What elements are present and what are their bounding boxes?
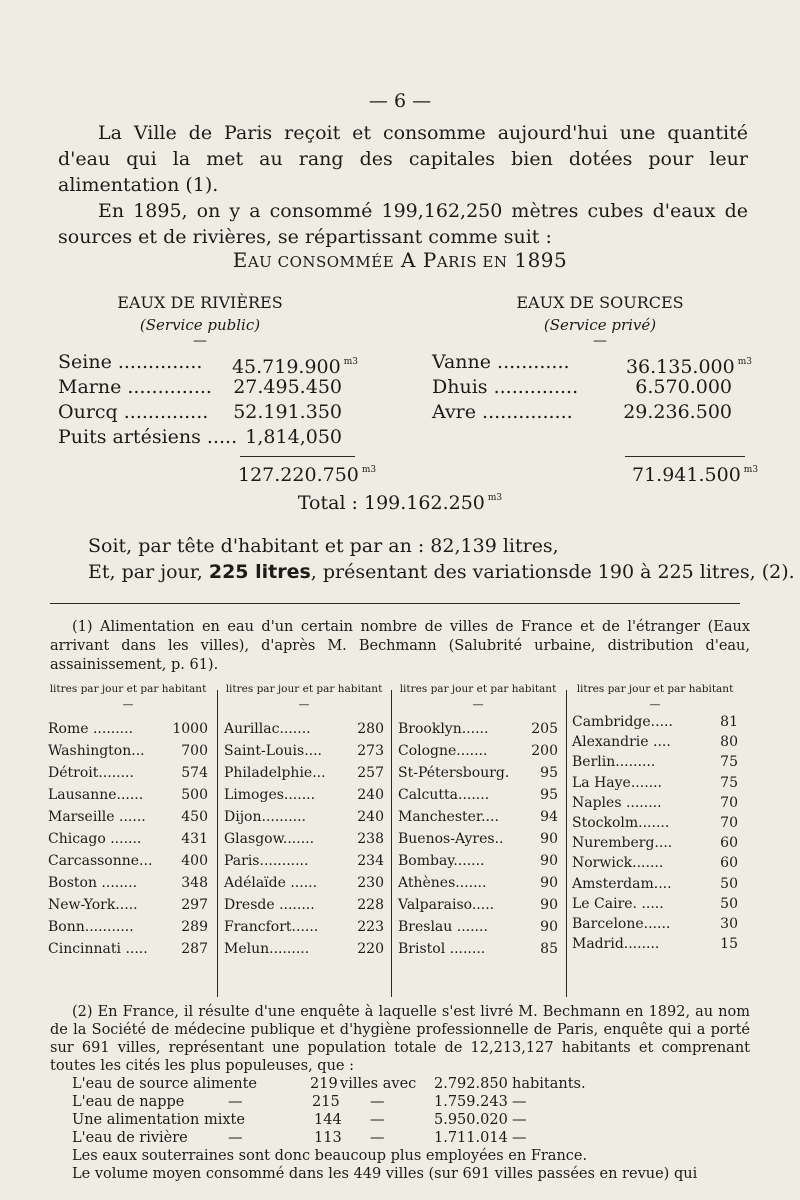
city-name: Washington...	[48, 743, 145, 759]
city-name: Dijon..........	[224, 809, 306, 825]
stat-suffix: habitants.	[512, 1076, 586, 1092]
city-row	[572, 853, 738, 873]
city-name: Saint-Louis....	[224, 743, 322, 759]
cities-rows	[48, 718, 208, 960]
city-row	[398, 938, 558, 960]
city-row	[224, 828, 384, 850]
city-value: 200	[531, 743, 558, 759]
page-number: — 6 —	[368, 90, 432, 112]
city-row	[398, 806, 558, 828]
city-row	[224, 850, 384, 872]
city-row	[48, 784, 208, 806]
city-row	[224, 784, 384, 806]
cities-column-dash: —	[122, 698, 134, 711]
per-capita-summary	[88, 533, 795, 585]
cities-rows	[224, 718, 384, 960]
city-row	[224, 718, 384, 740]
stat-dash: —	[228, 1094, 243, 1110]
stat-villes: 113	[314, 1130, 342, 1146]
city-name: Cambridge.....	[572, 714, 673, 730]
stat-mid: villes avec	[340, 1076, 417, 1092]
city-row	[572, 793, 738, 813]
stat-dash: —	[370, 1094, 385, 1110]
unit-label: m3	[743, 465, 759, 475]
summary-bold: 225 litres	[208, 561, 311, 583]
city-name: New-York.....	[48, 897, 138, 913]
city-row	[398, 784, 558, 806]
footnote-separator	[50, 603, 740, 604]
stat-row	[50, 1111, 750, 1129]
city-name: Madrid........	[572, 936, 660, 953]
summary-line-1: Soit, par tête d'habitant et par an : 82,139 litres,	[88, 535, 559, 557]
river-name: Ourcq ..............	[58, 401, 209, 423]
stat-label: L'eau de rivière	[72, 1130, 188, 1146]
city-value: 238	[357, 831, 384, 847]
stat-label: Une alimentation mixte	[72, 1112, 245, 1128]
city-name: Détroit........	[48, 765, 134, 781]
value-text: 45.719.900	[231, 356, 341, 378]
footnote-2-text: (2) En France, il résulte d'une enquête à laquelle s'est livré M. Bechmann en 1892, au nom de la Société de médecine publique et d'hygiène professionnelle de Paris, enquête qui a porté sur 691 villes, représentant une population totale de 12,213,127 habitants et comprenant toutes les cités les plus populeuses, que :	[50, 1004, 750, 1074]
city-name: Berlin.........	[572, 754, 656, 771]
city-row	[572, 773, 738, 793]
city-value: 70	[720, 794, 738, 811]
city-row	[572, 874, 738, 894]
city-value: 223	[357, 919, 384, 935]
city-name: Calcutta.......	[398, 787, 490, 803]
total-value: Total : 199.162.250	[297, 492, 485, 514]
city-name: Bombay.......	[398, 853, 485, 869]
city-row	[224, 740, 384, 762]
city-value: 90	[540, 897, 558, 913]
stat-row	[50, 1129, 750, 1147]
river-value: 52.191.350	[233, 401, 342, 423]
cities-column-dash: —	[298, 698, 310, 711]
city-row	[572, 914, 738, 934]
spring-name: Dhuis ..............	[432, 376, 579, 398]
city-value: 240	[357, 809, 384, 825]
city-value: 297	[181, 897, 208, 913]
footnote-2	[50, 1003, 750, 1183]
city-value: 500	[181, 787, 208, 803]
summary-part: , présentant des variationsde 190 à 225 litres, (2).	[310, 561, 795, 583]
rivers-heading-sub: (Service public)	[139, 316, 261, 334]
city-value: 273	[357, 743, 384, 759]
city-name: Brooklyn......	[398, 721, 489, 737]
city-value: 60	[720, 835, 738, 852]
city-row	[224, 806, 384, 828]
city-row	[398, 894, 558, 916]
city-value: 348	[181, 875, 208, 891]
stat-row	[50, 1093, 750, 1111]
unit-label: m3	[487, 493, 503, 503]
city-row	[48, 762, 208, 784]
city-row	[224, 872, 384, 894]
footnote-1-text: (1) Alimentation en eau d'un certain nombre de villes de France et de l'étranger (Eaux arrivant dans les villes), d'après M. Bechmann (Salubrité urbaine, distribution d'eau, assainissement, p. 61).	[50, 619, 750, 673]
city-name: Paris...........	[224, 853, 309, 869]
city-value: 228	[357, 897, 384, 913]
cities-column-1	[48, 682, 208, 957]
stat-hab: 2.792.850	[434, 1076, 508, 1092]
city-value: 81	[720, 714, 738, 730]
city-row	[48, 806, 208, 828]
stat-villes: 215	[312, 1094, 340, 1110]
column-divider	[391, 690, 392, 997]
intro-text	[58, 120, 748, 250]
stat-suffix: —	[512, 1112, 527, 1128]
springs-heading-sub: (Service privé)	[543, 316, 657, 334]
subtotal-value: 71.941.500	[632, 464, 741, 486]
river-name: Puits artésiens .....	[58, 426, 238, 448]
cities-column-2	[224, 682, 384, 957]
spring-name: Avre ...............	[432, 401, 573, 423]
city-name: Bristol ........	[398, 941, 486, 957]
stat-hab: 5.950.020	[434, 1112, 508, 1128]
city-name: Melun.........	[224, 941, 310, 957]
springs-row	[432, 400, 752, 425]
springs-heading-dash: —	[593, 333, 607, 349]
city-row	[48, 718, 208, 740]
title-year: 1895	[507, 248, 568, 272]
stat-hab: 1.759.243	[434, 1094, 508, 1110]
city-value: 95	[540, 765, 558, 781]
city-value: 280	[357, 721, 384, 737]
city-name: La Haye.......	[572, 774, 662, 791]
city-name: Buenos-Ayres..	[398, 831, 504, 847]
city-value: 1000	[172, 721, 208, 737]
city-row	[572, 934, 738, 954]
rivers-row	[58, 400, 358, 425]
city-value: 80	[720, 734, 738, 751]
city-row	[398, 872, 558, 894]
cities-column-heading: litres par jour et par habitant	[49, 683, 207, 695]
city-row	[48, 916, 208, 938]
city-value: 287	[181, 941, 208, 957]
city-row	[572, 732, 738, 752]
city-value: 90	[540, 875, 558, 891]
city-name: Limoges.......	[224, 787, 316, 803]
city-name: St-Pétersbourg.	[398, 765, 510, 781]
spring-name: Vanne ............	[432, 351, 570, 373]
subtotal-value: 127.220.750	[238, 464, 359, 486]
city-value: 230	[357, 875, 384, 891]
city-row	[48, 850, 208, 872]
unit-label: m3	[361, 465, 377, 475]
intro-paragraph-1: La Ville de Paris reçoit et consomme aujourd'hui une quantité d'eau qui la met au rang des capitales bien dotées pour leur alimentation (1).	[58, 122, 748, 196]
springs-heading-title: EAUX DE SOURCES	[516, 293, 684, 312]
city-name: Lausanne......	[48, 787, 144, 803]
rivers-sum-rule	[240, 456, 355, 457]
city-value: 60	[720, 855, 738, 872]
city-value: 205	[531, 721, 558, 737]
city-row	[572, 752, 738, 772]
city-row	[48, 938, 208, 960]
city-name: Boston ........	[48, 875, 138, 891]
city-value: 431	[181, 831, 208, 847]
grand-total	[0, 492, 800, 514]
city-row	[572, 712, 738, 732]
river-name: Seine ..............	[58, 351, 203, 373]
city-value: 50	[720, 875, 738, 892]
spring-value: 29.236.500	[623, 401, 732, 423]
city-name: Barcelone......	[572, 915, 671, 932]
city-row	[48, 828, 208, 850]
city-row	[48, 740, 208, 762]
city-name: Nuremberg....	[572, 835, 673, 852]
city-name: Breslau .......	[398, 919, 488, 935]
city-name: Aurillac.......	[224, 721, 311, 737]
rivers-subtotal	[238, 458, 376, 488]
city-value: 240	[357, 787, 384, 803]
springs-list	[432, 350, 752, 425]
springs-sum-rule	[625, 456, 745, 457]
rivers-row	[58, 375, 358, 400]
rivers-row	[58, 350, 358, 378]
rivers-heading-title: EAUX DE RIVIÈRES	[117, 293, 283, 312]
stat-villes: 144	[314, 1112, 342, 1128]
city-name: Cologne.......	[398, 743, 488, 759]
city-name: Rome .........	[48, 721, 134, 737]
city-value: 574	[181, 765, 208, 781]
springs-row	[432, 375, 752, 400]
city-value: 90	[540, 831, 558, 847]
city-row	[48, 872, 208, 894]
springs-subtotal	[632, 458, 758, 488]
city-value: 95	[540, 787, 558, 803]
spring-value: 6.570.000	[635, 376, 732, 398]
cities-column-dash: —	[472, 698, 484, 711]
table-title	[0, 248, 800, 272]
footnote-2-closing-2: Le volume moyen consommé dans les 449 villes (sur 691 villes passées en revue) qui	[72, 1166, 698, 1182]
cities-column-3	[398, 682, 558, 957]
stat-hab: 1.711.014	[434, 1130, 508, 1146]
stat-row	[50, 1075, 750, 1093]
city-name: Carcassonne...	[48, 853, 153, 869]
river-name: Marne ..............	[58, 376, 212, 398]
river-value: 1,814,050	[245, 426, 342, 448]
city-value: 75	[720, 774, 738, 791]
value-text: 36.135.000	[625, 356, 735, 378]
intro-paragraph-2: En 1895, on y a consommé 199,162,250 mètres cubes d'eaux de sources et de rivières, se répartissant comme suit :	[58, 200, 748, 248]
city-value: 75	[720, 754, 738, 771]
city-value: 30	[720, 915, 738, 932]
title-part: ARIS EN	[436, 253, 508, 271]
title-part: P	[422, 248, 437, 272]
column-divider	[217, 690, 218, 997]
city-row	[224, 762, 384, 784]
city-value: 700	[181, 743, 208, 759]
city-value: 15	[720, 936, 738, 953]
city-value: 50	[720, 895, 738, 912]
city-row	[398, 828, 558, 850]
city-name: Norwick.......	[572, 855, 664, 872]
city-row	[398, 850, 558, 872]
river-value: 27.495.450	[233, 376, 342, 398]
footnote-2-closing-1: Les eaux souterraines sont donc beaucoup plus employées en France.	[72, 1148, 588, 1164]
title-part: A	[394, 248, 423, 272]
summary-part: Et, par jour,	[88, 561, 209, 583]
city-row	[224, 916, 384, 938]
city-name: Adélaïde ......	[224, 875, 318, 891]
stat-dash: —	[370, 1112, 385, 1128]
city-name: Amsterdam....	[572, 875, 672, 892]
city-name: Stockolm.......	[572, 814, 670, 831]
springs-row	[432, 350, 752, 378]
city-value: 90	[540, 919, 558, 935]
city-row	[572, 833, 738, 853]
stat-dash: —	[370, 1130, 385, 1146]
city-name: Bonn...........	[48, 919, 134, 935]
cities-column-heading: litres par jour et par habitant	[399, 683, 557, 695]
city-row	[398, 916, 558, 938]
stat-suffix: —	[512, 1094, 527, 1110]
city-row	[572, 813, 738, 833]
city-value: 289	[181, 919, 208, 935]
summary-line-2	[88, 559, 795, 585]
rivers-heading	[80, 292, 320, 349]
city-row	[398, 762, 558, 784]
city-name: Philadelphie...	[224, 765, 326, 781]
city-value: 94	[540, 809, 558, 825]
stat-label: L'eau de nappe	[72, 1094, 185, 1110]
city-value: 70	[720, 814, 738, 831]
footnote-1	[50, 618, 750, 675]
city-row	[224, 938, 384, 960]
cities-rows	[572, 712, 738, 954]
rivers-row	[58, 425, 358, 450]
stat-dash: —	[228, 1130, 243, 1146]
city-value: 257	[357, 765, 384, 781]
cities-column-dash: —	[649, 698, 661, 711]
cities-column-4	[572, 682, 738, 953]
city-name: Chicago .......	[48, 831, 142, 847]
city-row	[48, 894, 208, 916]
city-value: 85	[540, 941, 558, 957]
stat-suffix: —	[512, 1130, 527, 1146]
city-name: Athènes.......	[398, 875, 487, 891]
city-row	[398, 740, 558, 762]
unit-label: m3	[343, 357, 358, 367]
city-name: Le Caire. .....	[572, 895, 664, 912]
stat-label: L'eau de source alimente	[72, 1076, 258, 1092]
column-divider	[566, 690, 567, 997]
city-name: Dresde ........	[224, 897, 315, 913]
title-part: AU CONSOMMÉE	[247, 253, 395, 271]
rivers-heading-dash: —	[193, 333, 207, 349]
cities-rows	[398, 718, 558, 960]
stat-villes: 219	[310, 1076, 338, 1092]
city-name: Glasgow.......	[224, 831, 315, 847]
city-value: 400	[181, 853, 208, 869]
city-name: Naples ........	[572, 794, 662, 811]
city-name: Cincinnati .....	[48, 941, 148, 957]
city-name: Valparaiso.....	[398, 897, 495, 913]
cities-column-heading: litres par jour et par habitant	[576, 683, 734, 695]
city-name: Francfort......	[224, 919, 319, 935]
city-row	[224, 894, 384, 916]
city-name: Alexandrie ....	[572, 734, 671, 751]
city-value: 90	[540, 853, 558, 869]
city-row	[572, 894, 738, 914]
rivers-list	[58, 350, 358, 450]
city-row	[398, 718, 558, 740]
city-value: 234	[357, 853, 384, 869]
city-value: 450	[181, 809, 208, 825]
city-name: Manchester....	[398, 809, 499, 825]
title-part: E	[232, 248, 248, 272]
city-name: Marseille ......	[48, 809, 146, 825]
unit-label: m3	[737, 357, 752, 367]
cities-column-heading: litres par jour et par habitant	[225, 683, 383, 695]
springs-heading	[480, 292, 720, 349]
city-value: 220	[357, 941, 384, 957]
